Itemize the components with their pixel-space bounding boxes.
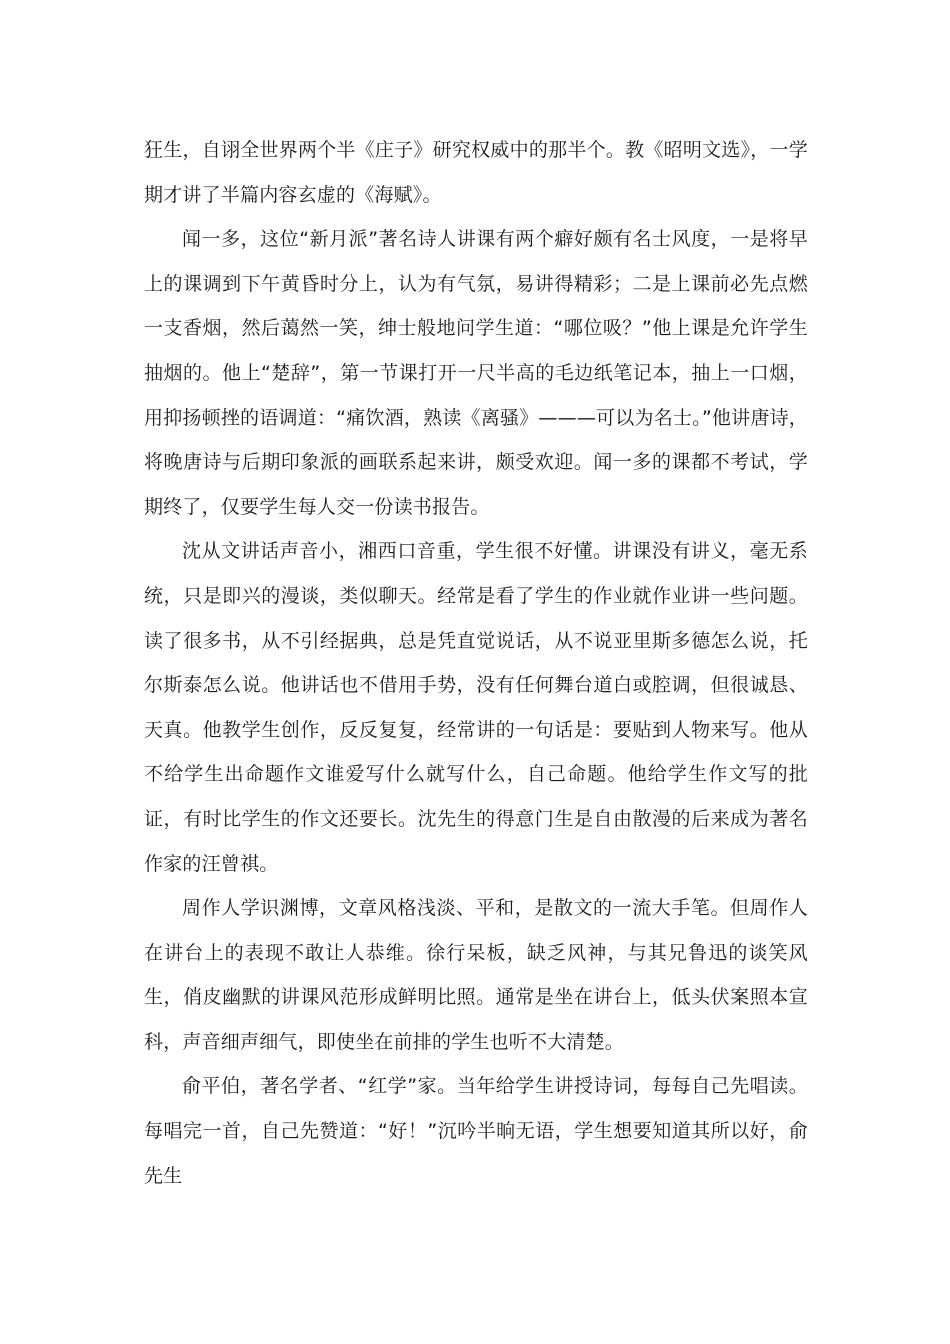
body-text — [144, 128, 808, 1198]
paragraph-1: 狂生，自诩全世界两个半《庄子》研究权威中的那半个。教《昭明文选》，一学期才讲了半篇内容玄虚的《海赋》。 — [144, 139, 808, 206]
paragraph-3: 沈从文讲话声音小，湘西口音重，学生很不好懂。讲课没有讲义，毫无系统，只是即兴的漫谈，类似聊天。经常是看了学生的作业就作业讲一些问题。读了很多书，从不引经据典，总是凭直觉说话，从不说亚里斯多德怎么说，托尔斯泰怎么说。他讲话也不借用手势，没有任何舞台道白或腔调，但很诚恳、天真。他教学生创作，反反复复，经常讲的一句话是：要贴到人物来写。他从不给学生出命题作文谁爱写什么就写什么，自己命题。他给学生作文写的批证，有时比学生的作文还要长。沈先生的得意门生是自由散漫的后来成为著名作家的汪曾祺。 — [144, 540, 808, 875]
paragraph-5: 俞平伯，著名学者、“红学”家。当年给学生讲授诗词，每每自己先唱读。每唱完一首，自己先赞道：“好！”沉吟半晌无语，学生想要知道其所以好，俞先生 — [144, 1075, 808, 1187]
paragraph-4: 周作人学识渊博，文章风格浅淡、平和，是散文的一流大手笔。但周作人在讲台上的表现不敢让人恭维。徐行呆板，缺乏风神，与其兄鲁迅的谈笑风生，俏皮幽默的讲课风范形成鲜明比照。通常是坐在讲台上，低头伏案照本宣科，声音细声细气，即使坐在前排的学生也听不大清楚。 — [144, 897, 808, 1053]
paragraph-2: 闻一多，这位“新月派”著名诗人讲课有两个癖好颇有名士风度，一是将早上的课调到下午黄昏时分上，认为有气氛，易讲得精彩；二是上课前必先点燃一支香烟，然后蔼然一笑，绅士般地问学生道：“哪位吸？”他上课是允许学生抽烟的。他上“楚辞”，第一节课打开一尺半高的毛边纸笔记本，抽上一口烟，用抑扬顿挫的语调道：“痛饮酒，熟读《离骚》———可以为名士。”他讲唐诗，将晚唐诗与后期印象派的画联系起来讲，颇受欢迎。闻一多的课都不考试，学期终了，仅要学生每人交一份读书报告。 — [144, 228, 808, 518]
